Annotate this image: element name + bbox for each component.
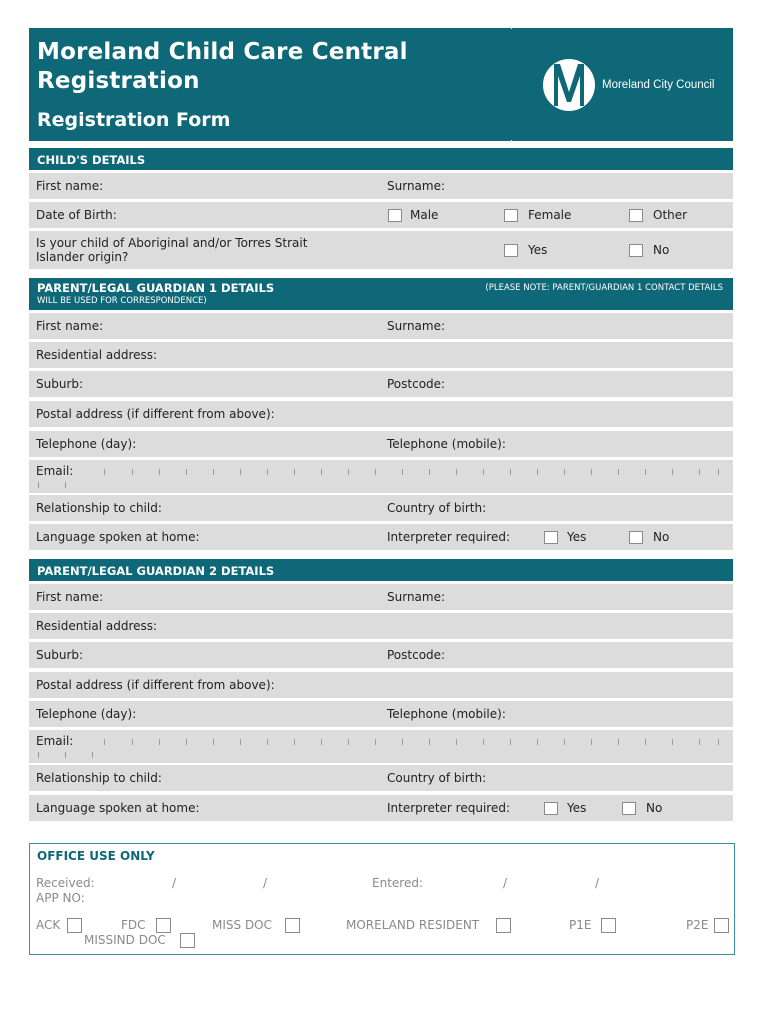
g1-email-row xyxy=(29,460,733,493)
female-checkbox[interactable] xyxy=(504,209,518,222)
char-divider xyxy=(104,469,105,475)
other-checkbox[interactable] xyxy=(629,209,643,222)
g2-language-row xyxy=(29,795,733,821)
tel-day-label: Telephone (day): xyxy=(36,437,137,451)
interpreter-label: Interpreter required: xyxy=(387,801,510,815)
date-separator: / xyxy=(172,876,177,890)
tel-mobile-label: Telephone (mobile): xyxy=(387,707,506,721)
aboriginal-question-line2: Islander origin? xyxy=(36,250,129,264)
char-divider xyxy=(267,469,268,475)
char-divider xyxy=(672,469,673,475)
miss-doc-checkbox[interactable] xyxy=(285,918,300,933)
postcode-label: Postcode: xyxy=(387,377,446,391)
council-name: Moreland City Council xyxy=(602,79,715,91)
interpreter-yes-checkbox[interactable] xyxy=(544,802,558,815)
char-divider xyxy=(38,752,39,758)
char-divider xyxy=(375,739,376,745)
char-divider xyxy=(699,739,700,745)
guardian2-details-header xyxy=(29,559,733,581)
male-checkbox[interactable] xyxy=(388,209,402,222)
char-divider xyxy=(375,469,376,475)
interpreter-yes-checkbox[interactable] xyxy=(544,531,558,544)
char-divider xyxy=(321,739,322,745)
interpreter-no-checkbox[interactable] xyxy=(629,531,643,544)
char-divider xyxy=(132,469,133,475)
g1-language-row xyxy=(29,524,733,550)
char-divider xyxy=(510,739,511,745)
char-divider xyxy=(429,469,430,475)
char-divider xyxy=(699,469,700,475)
char-divider xyxy=(104,739,105,745)
ack-label: ACK xyxy=(36,918,61,932)
correspondence-note-cont: WILL BE USED FOR CORRESPONDENCE) xyxy=(37,296,207,306)
char-divider xyxy=(564,469,565,475)
g2-email-row xyxy=(29,730,733,763)
char-divider xyxy=(402,469,403,475)
suburb-label: Suburb: xyxy=(36,377,84,391)
app-no-label: APP NO: xyxy=(36,891,85,905)
other-label: Other xyxy=(653,208,688,222)
postcode-label: Postcode: xyxy=(387,648,446,662)
tel-mobile-label: Telephone (mobile): xyxy=(387,437,506,451)
g1-telephone-row xyxy=(29,431,733,457)
char-divider xyxy=(92,752,93,758)
yes-label: Yes xyxy=(567,801,587,815)
first-name-label: First name: xyxy=(36,590,104,604)
char-divider xyxy=(186,469,187,475)
yes-label: Yes xyxy=(567,530,587,544)
form-header xyxy=(29,28,733,141)
female-label: Female xyxy=(528,208,572,222)
char-divider xyxy=(240,739,241,745)
char-divider xyxy=(645,739,646,745)
no-label: No xyxy=(646,801,663,815)
fdc-checkbox[interactable] xyxy=(156,918,171,933)
p1e-checkbox[interactable] xyxy=(601,918,616,933)
fdc-label: FDC xyxy=(121,918,146,932)
char-divider xyxy=(645,469,646,475)
char-divider xyxy=(591,469,592,475)
email-label: Email: xyxy=(36,464,74,478)
char-divider xyxy=(618,469,619,475)
header-tick xyxy=(511,140,512,145)
aboriginal-yes-checkbox[interactable] xyxy=(504,244,518,257)
char-divider xyxy=(510,469,511,475)
char-divider xyxy=(537,469,538,475)
char-divider xyxy=(564,739,565,745)
relationship-label: Relationship to child: xyxy=(36,501,162,515)
missind-doc-label: MISSIND DOC xyxy=(84,933,166,947)
first-name-label: First name: xyxy=(36,179,104,193)
date-separator: / xyxy=(595,876,600,890)
section-title: CHILD'S DETAILS xyxy=(37,153,146,167)
child-details-header xyxy=(29,148,733,170)
char-divider xyxy=(213,469,214,475)
char-divider xyxy=(38,482,39,488)
language-label: Language spoken at home: xyxy=(36,801,200,815)
g2-relationship-row xyxy=(29,765,733,791)
char-divider xyxy=(159,469,160,475)
char-divider xyxy=(348,469,349,475)
language-label: Language spoken at home: xyxy=(36,530,200,544)
title-line-1: Moreland Child Care Central xyxy=(37,39,408,65)
char-divider xyxy=(672,739,673,745)
g1-name-row xyxy=(29,313,733,339)
char-divider xyxy=(132,739,133,745)
entered-label: Entered: xyxy=(372,876,423,890)
correspondence-note: (PLEASE NOTE: PARENT/GUARDIAN 1 CONTACT DETAILS xyxy=(485,283,723,293)
header-tick xyxy=(511,24,512,29)
tel-day-label: Telephone (day): xyxy=(36,707,137,721)
char-divider xyxy=(321,469,322,475)
char-divider xyxy=(294,739,295,745)
char-divider xyxy=(240,469,241,475)
no-label: No xyxy=(653,243,670,257)
interpreter-no-checkbox[interactable] xyxy=(622,802,636,815)
char-divider xyxy=(483,739,484,745)
g2-name-row xyxy=(29,584,733,610)
office-use-title: OFFICE USE ONLY xyxy=(37,849,155,863)
miss-doc-label: MISS DOC xyxy=(212,918,273,932)
g2-postal-row xyxy=(29,672,733,698)
title-line-2: Registration xyxy=(37,68,200,94)
section-title: PARENT/LEGAL GUARDIAN 1 DETAILS xyxy=(37,281,275,295)
g1-relationship-row xyxy=(29,495,733,521)
surname-label: Surname: xyxy=(387,590,446,604)
residential-label: Residential address: xyxy=(36,348,158,362)
g2-suburb-row xyxy=(29,642,733,668)
office-use-box xyxy=(29,843,735,955)
surname-label: Surname: xyxy=(387,319,446,333)
male-label: Male xyxy=(410,208,439,222)
suburb-label: Suburb: xyxy=(36,648,84,662)
g1-residential-row xyxy=(29,342,733,368)
council-logo xyxy=(542,58,715,112)
char-divider xyxy=(402,739,403,745)
p2e-checkbox[interactable] xyxy=(714,918,729,933)
p2e-label: P2E xyxy=(686,918,709,932)
postal-label: Postal address (if different from above): xyxy=(36,407,275,421)
char-divider xyxy=(456,469,457,475)
interpreter-label: Interpreter required: xyxy=(387,530,510,544)
char-divider xyxy=(267,739,268,745)
char-divider xyxy=(718,739,719,745)
surname-label: Surname: xyxy=(387,179,446,193)
date-separator: / xyxy=(263,876,268,890)
g1-postal-row xyxy=(29,401,733,427)
char-divider xyxy=(159,739,160,745)
first-name-label: First name: xyxy=(36,319,104,333)
moreland-logo-icon xyxy=(542,58,596,112)
p1e-label: P1E xyxy=(569,918,592,932)
char-divider xyxy=(348,739,349,745)
char-divider xyxy=(537,739,538,745)
aboriginal-question-line1: Is your child of Aboriginal and/or Torres Strait xyxy=(36,236,308,250)
form-subtitle: Registration Form xyxy=(37,109,231,131)
g1-suburb-row xyxy=(29,371,733,397)
char-divider xyxy=(591,739,592,745)
child-aboriginal-row xyxy=(29,231,733,269)
g2-residential-row xyxy=(29,613,733,639)
date-separator: / xyxy=(503,876,508,890)
dob-label: Date of Birth: xyxy=(36,208,117,222)
email-label: Email: xyxy=(36,734,74,748)
page-title xyxy=(37,38,408,96)
g2-telephone-row xyxy=(29,701,733,727)
postal-label: Postal address (if different from above): xyxy=(36,678,275,692)
country-label: Country of birth: xyxy=(387,771,487,785)
aboriginal-no-checkbox[interactable] xyxy=(629,244,643,257)
relationship-label: Relationship to child: xyxy=(36,771,162,785)
missind-doc-checkbox[interactable] xyxy=(180,933,195,948)
country-label: Country of birth: xyxy=(387,501,487,515)
no-label: No xyxy=(653,530,670,544)
received-label: Received: xyxy=(36,876,95,890)
char-divider xyxy=(186,739,187,745)
child-dob-row xyxy=(29,202,733,228)
ack-checkbox[interactable] xyxy=(67,918,82,933)
section-title: PARENT/LEGAL GUARDIAN 2 DETAILS xyxy=(37,564,275,578)
char-divider xyxy=(483,469,484,475)
moreland-resident-label: MORELAND RESIDENT xyxy=(346,918,480,932)
residential-label: Residential address: xyxy=(36,619,158,633)
char-divider xyxy=(65,482,66,488)
yes-label: Yes xyxy=(528,243,548,257)
char-divider xyxy=(618,739,619,745)
char-divider xyxy=(429,739,430,745)
char-divider xyxy=(294,469,295,475)
guardian1-details-header xyxy=(29,278,733,310)
char-divider xyxy=(213,739,214,745)
child-name-row xyxy=(29,173,733,199)
char-divider xyxy=(456,739,457,745)
char-divider xyxy=(65,752,66,758)
moreland-resident-checkbox[interactable] xyxy=(496,918,511,933)
char-divider xyxy=(718,469,719,475)
